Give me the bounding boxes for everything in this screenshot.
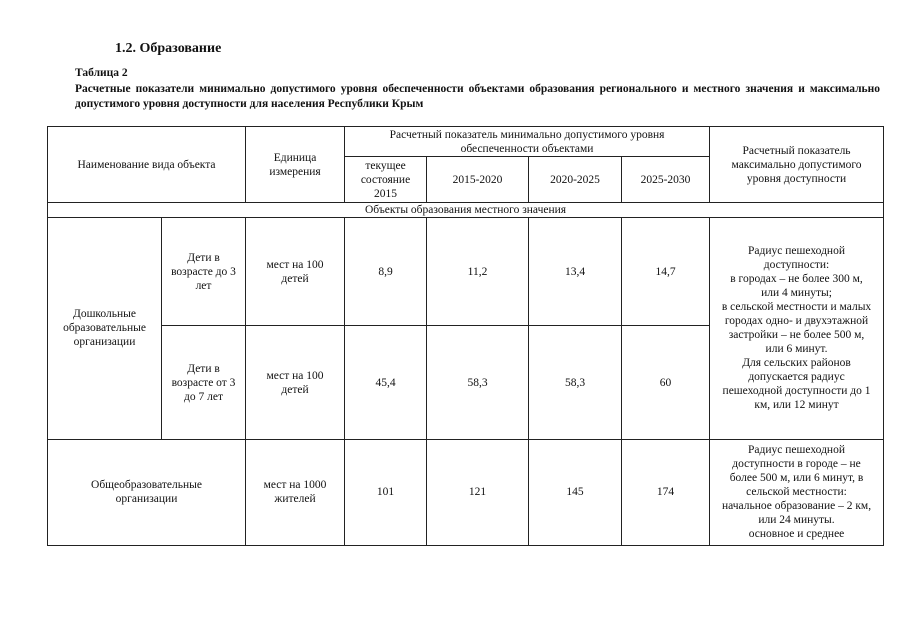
preschool-subgroup: Дети в возрасте до 3 лет xyxy=(162,218,246,326)
value-cell: 8,9 xyxy=(345,218,427,326)
preschool-unit: мест на 100 детей xyxy=(246,326,345,439)
preschool-subgroup: Дети в возрасте от 3 до 7 лет xyxy=(162,326,246,439)
table-row xyxy=(48,218,884,326)
section-heading: 1.2. Образование xyxy=(115,41,222,56)
value-cell: 14,7 xyxy=(622,218,710,326)
value-cell: 174 xyxy=(622,439,710,545)
value-cell: 45,4 xyxy=(345,326,427,439)
value-cell: 101 xyxy=(345,439,427,545)
value-cell: 58,3 xyxy=(529,326,622,439)
header-object-type: Наименование вида объекта xyxy=(48,127,246,203)
header-accessibility: Расчетный показатель максимально допустимого уровня доступности xyxy=(710,127,884,203)
general-education-accessibility: Радиус пешеходной доступности в городе – не более 500 м, или 6 минут, в сельской местности: начальное образование – 2 км, или 24 минуты. основное и среднее xyxy=(710,439,884,545)
table-number: Таблица 2 xyxy=(75,67,128,79)
section-row-title: Объекты образования местного значения xyxy=(48,203,884,218)
general-education-name: Общеобразовательные организации xyxy=(48,439,246,545)
value-cell: 121 xyxy=(427,439,529,545)
value-cell: 145 xyxy=(529,439,622,545)
header-period: текущее состояние 2015 xyxy=(345,157,427,203)
header-provision-group: Расчетный показатель минимально допустимого уровня обеспеченности объектами xyxy=(345,127,710,157)
preschool-name: Дошкольные образовательные организации xyxy=(48,218,162,440)
value-cell: 60 xyxy=(622,326,710,439)
table-row xyxy=(48,439,884,545)
value-cell: 58,3 xyxy=(427,326,529,439)
general-education-unit: мест на 1000 жителей xyxy=(246,439,345,545)
header-unit: Единица измерения xyxy=(246,127,345,203)
table-caption: Расчетные показатели минимально допустимого уровня обеспеченности объектами образования регионального и местного значения и максимально допустимого уровня доступности для населения Республики Крым xyxy=(75,83,880,110)
value-cell: 13,4 xyxy=(529,218,622,326)
preschool-unit: мест на 100 детей xyxy=(246,218,345,326)
header-period: 2015-2020 xyxy=(427,157,529,203)
value-cell: 11,2 xyxy=(427,218,529,326)
education-standards-table xyxy=(47,126,884,546)
preschool-accessibility: Радиус пешеходной доступности: в городах – не более 300 м, или 4 минуты; в сельской местности и малых городах одно- и двухэтажной застройки – не более 500 м, или 6 минут. Для сельских районов допускается радиус пешеходной доступности до 1 км, или 12 минут xyxy=(710,218,884,440)
header-period: 2020-2025 xyxy=(529,157,622,203)
header-period: 2025-2030 xyxy=(622,157,710,203)
